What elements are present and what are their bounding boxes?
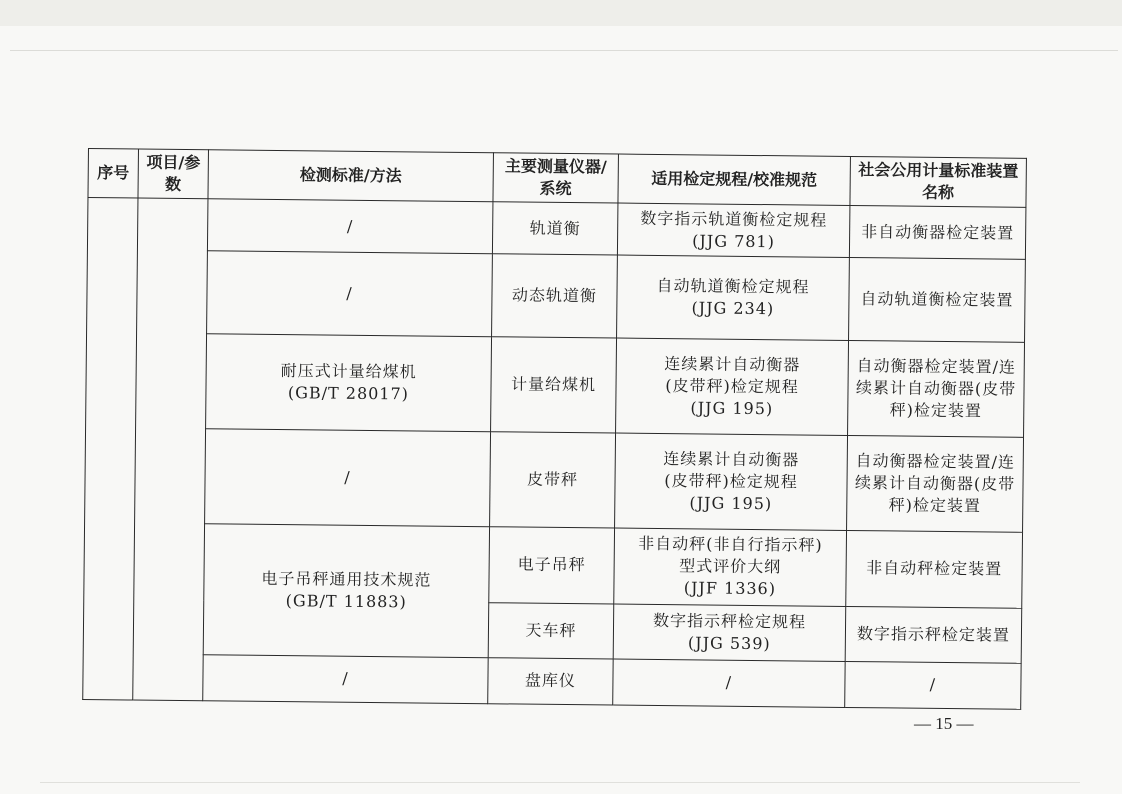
table-row bbox=[86, 333, 1025, 438]
scan-top-band bbox=[0, 0, 1122, 26]
regulation-cell: 连续累计自动衡器 (皮带秤)检定规程 (JJG 195) bbox=[615, 433, 848, 530]
instrument-cell: 轨道衡 bbox=[492, 202, 618, 256]
regulation-cell: 数字指示轨道衡检定规程 (JJG 781) bbox=[617, 203, 850, 258]
regulation-cell: 自动轨道衡检定规程 (JJG 234) bbox=[617, 255, 850, 340]
header-standard: 检测标准/方法 bbox=[208, 150, 493, 202]
instrument-cell: 动态轨道衡 bbox=[492, 254, 618, 338]
device-cell: 自动衡器检定装置/连续累计自动衡器(皮带秤)检定装置 bbox=[848, 341, 1025, 438]
standard-cell: 耐压式计量给煤机 (GB/T 28017) bbox=[206, 334, 492, 432]
instrument-cell: 电子吊秤 bbox=[489, 526, 615, 604]
device-cell: 非自动衡器检定装置 bbox=[849, 205, 1026, 259]
table-row bbox=[85, 427, 1024, 532]
header-device: 社会公用计量标准装置名称 bbox=[850, 156, 1027, 207]
standard-cell: 电子吊秤通用技术规范 (GB/T 11883) bbox=[203, 523, 489, 657]
table-row bbox=[87, 250, 1026, 342]
standard-cell: / bbox=[205, 429, 491, 527]
instrument-cell: 盘库仪 bbox=[488, 657, 613, 705]
header-instrument: 主要测量仪器/系统 bbox=[493, 153, 619, 203]
standard-cell: / bbox=[207, 199, 493, 254]
page-number: — 15 — bbox=[914, 714, 974, 733]
device-cell: 自动衡器检定装置/连续累计自动衡器(皮带秤)检定装置 bbox=[847, 435, 1024, 532]
device-cell: 非自动秤检定装置 bbox=[846, 530, 1023, 608]
instrument-cell: 计量给煤机 bbox=[491, 337, 617, 433]
header-seq: 序号 bbox=[88, 149, 139, 199]
seq-cell bbox=[83, 198, 138, 700]
standard-cell: / bbox=[207, 251, 493, 337]
header-item: 项目/参数 bbox=[138, 149, 209, 199]
table-row bbox=[83, 653, 1021, 709]
regulation-cell: 连续累计自动衡器 (皮带秤)检定规程 (JJG 195) bbox=[616, 338, 849, 435]
bottom-divider bbox=[40, 782, 1080, 783]
instrument-cell: 天车秤 bbox=[488, 603, 614, 659]
regulation-cell: 数字指示秤检定规程 (JJG 539) bbox=[613, 604, 846, 661]
standards-table bbox=[82, 148, 1027, 710]
regulation-cell: 非自动秤(非自行指示秤) 型式评价大纲 (JJF 1336) bbox=[614, 528, 847, 607]
item-cell bbox=[133, 198, 208, 701]
top-divider bbox=[10, 50, 1118, 51]
table-row bbox=[84, 522, 1023, 608]
regulation-cell: / bbox=[613, 659, 845, 708]
header-regulation: 适用检定规程/校准规范 bbox=[618, 154, 851, 205]
standard-cell: / bbox=[203, 654, 488, 703]
table-container bbox=[82, 148, 1026, 710]
instrument-cell: 皮带秤 bbox=[490, 432, 616, 528]
device-cell: / bbox=[845, 661, 1021, 709]
device-cell: 自动轨道衡检定装置 bbox=[849, 258, 1026, 342]
device-cell: 数字指示秤检定装置 bbox=[845, 607, 1022, 663]
